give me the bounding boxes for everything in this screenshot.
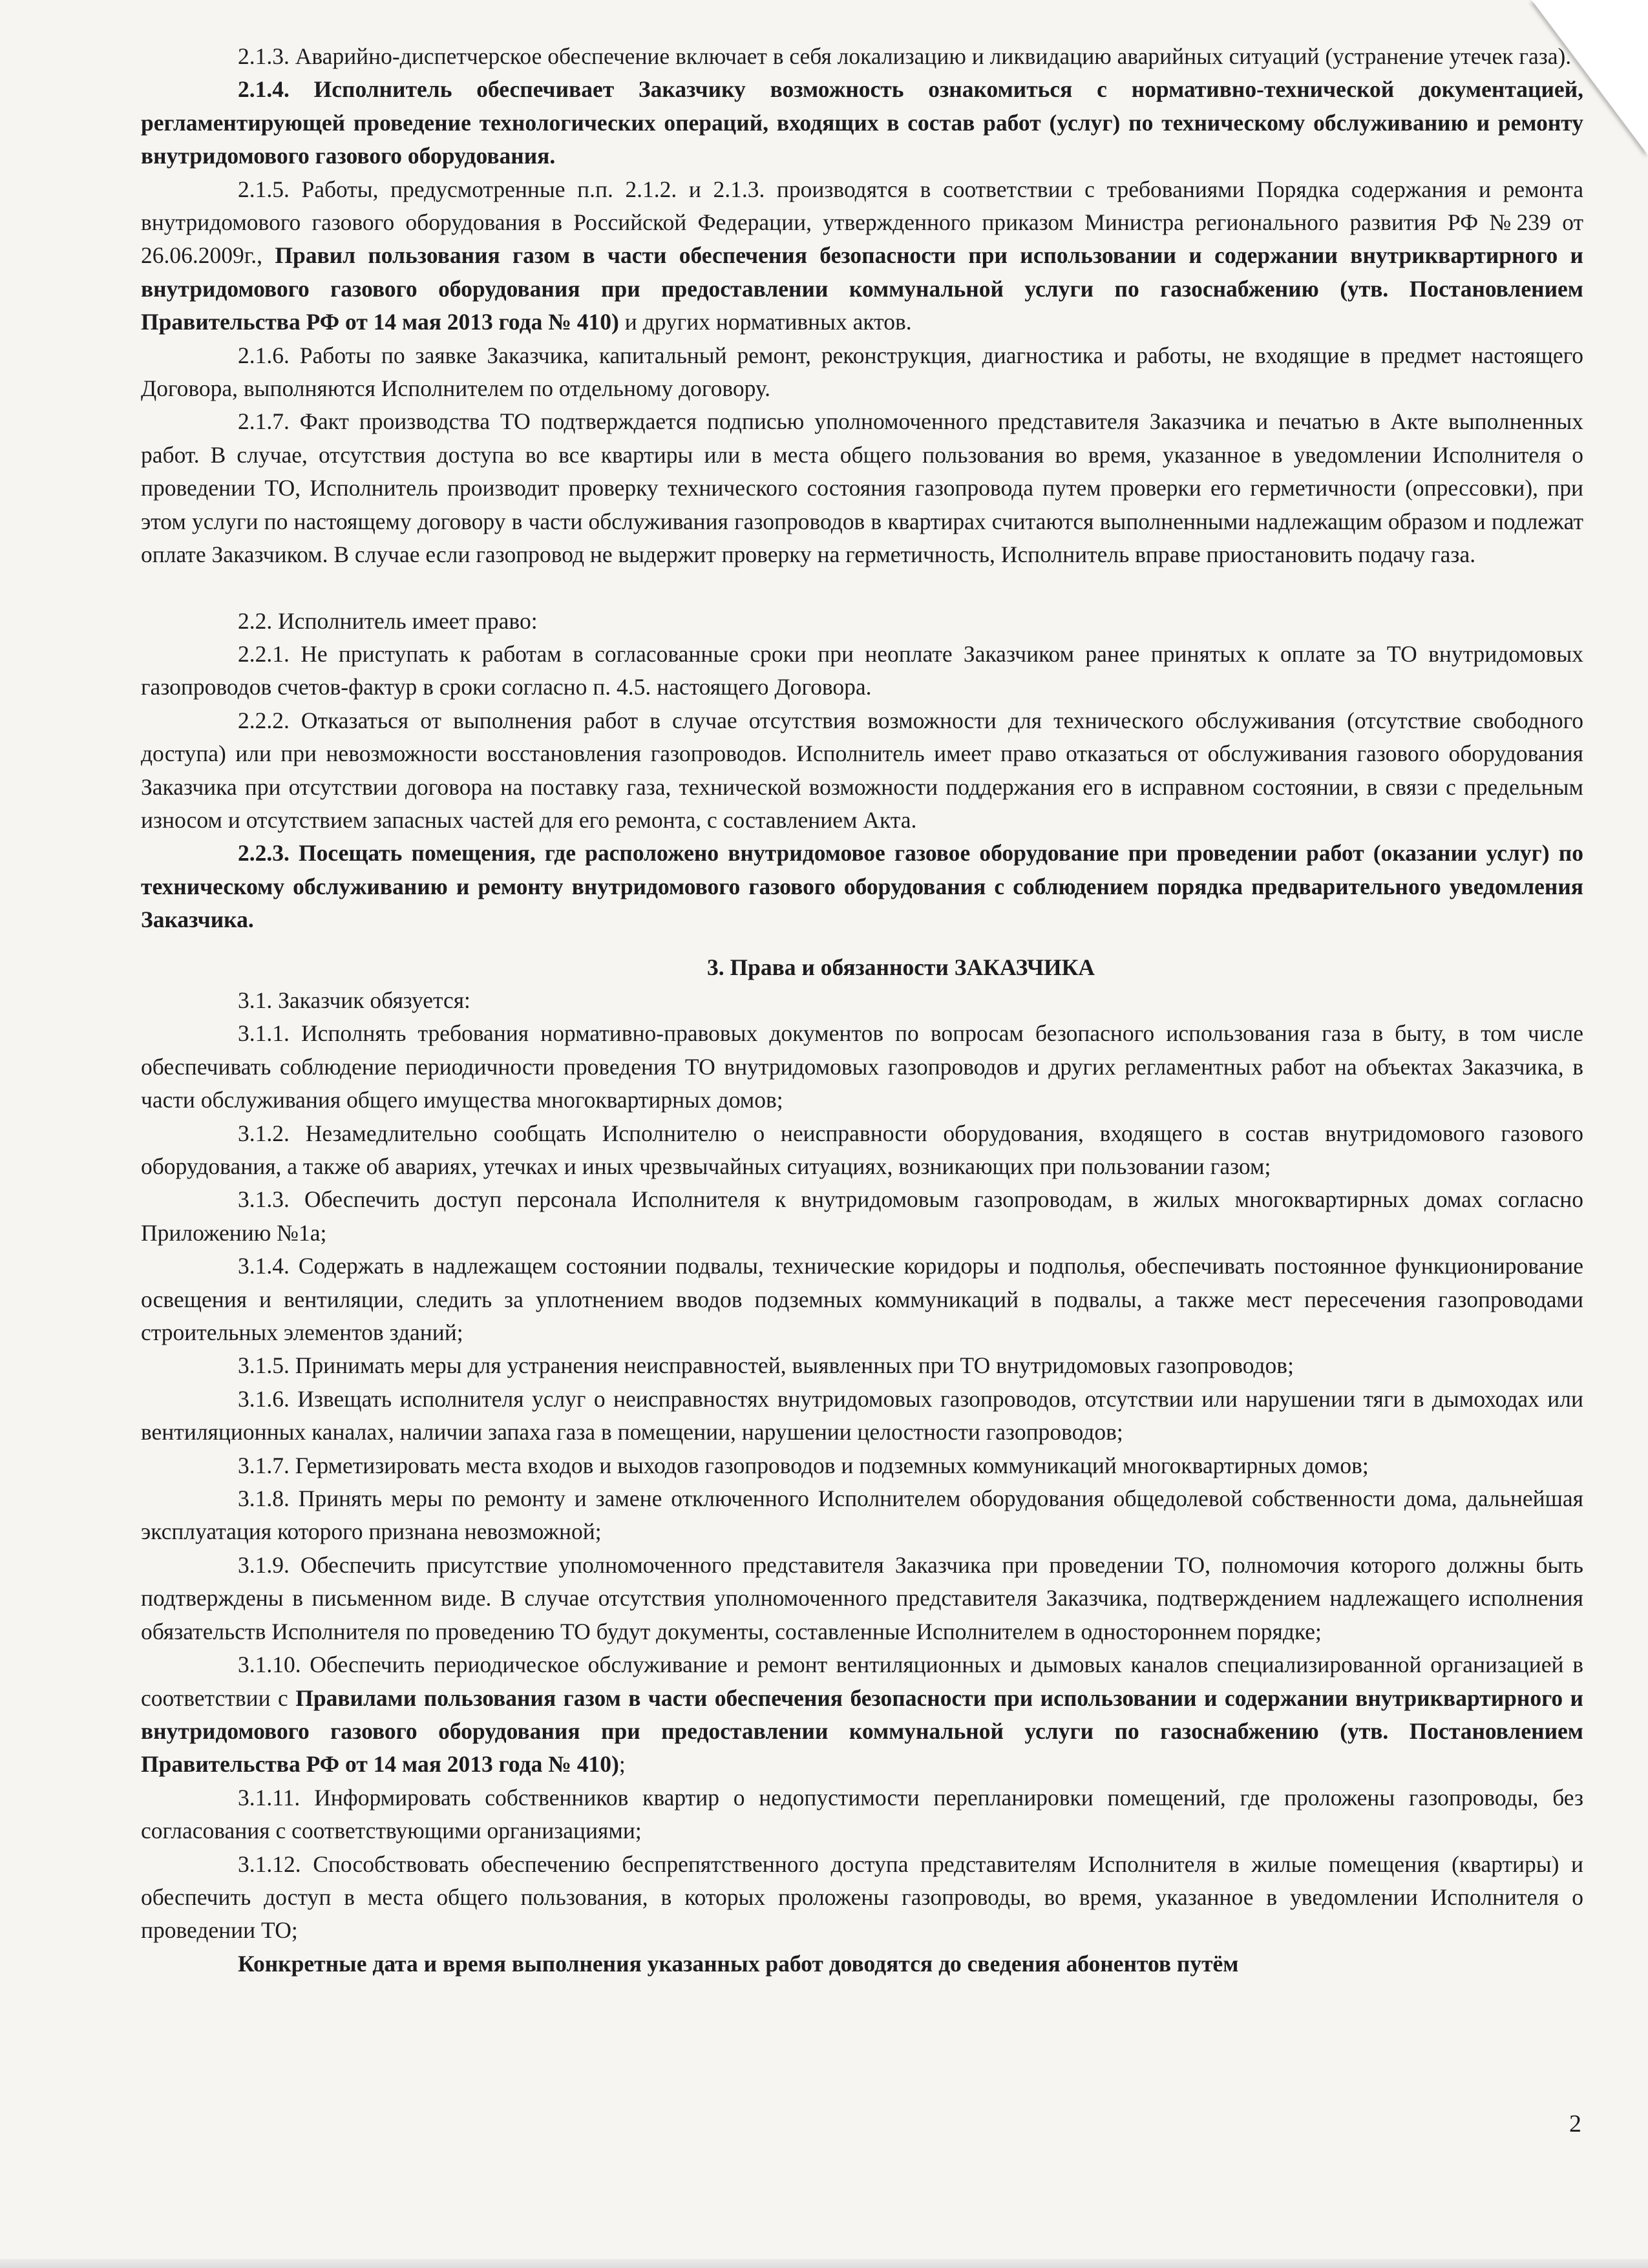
text-run: 3.1.10. Обеспечить периодическое обслуживание и ремонт вентиляционных и дымовых каналов специализированной организацией в соответствии с: [141, 1652, 1583, 1711]
text-run: и других нормативных актов.: [618, 309, 912, 335]
paragraph: [141, 40, 1583, 73]
paragraph: [141, 1948, 1583, 1980]
paragraph: [141, 339, 1583, 406]
paragraph: [141, 1781, 1583, 1848]
paragraph: [141, 605, 1583, 638]
paragraph: [141, 173, 1583, 339]
paragraph: [141, 638, 1583, 704]
text-run: 3.1.2. Незамедлительно сообщать Исполнителю о неисправности оборудования, входящего в состав внутридомового газового оборудования, а также об авариях, утечках и иных чрезвычайных ситуациях, возникающих при пользовании газом;: [141, 1120, 1583, 1179]
text-run: 3.1.5. Принимать меры для устранения неисправностей, выявленных при ТО внутридомовых газопроводов;: [238, 1352, 1294, 1379]
text-run: 3.1. Заказчик обязуется:: [238, 987, 470, 1013]
paragraph: [141, 1482, 1583, 1549]
paragraph: [141, 1549, 1583, 1648]
text-run: 2.1.5. Работы, предусмотренные п.п. 2.1.2. и 2.1.3. производятся в соответствии с требованиями Порядка содержания и ремонта внутридомового газового оборудования в Российской Федерации, утвержденного приказом Министра регионального развития РФ №239 от 26.06.2009г.,: [141, 176, 1583, 269]
bold-text: Правил пользования газом в части обеспечения безопасности при использовании и содержании внутриквартирного и внутридомового газового оборудования при предоставлении коммунальной услуги по газоснабжению (утв. Постановлением Правительства РФ от 14 мая 2013 года № 410): [141, 242, 1583, 335]
text-run: 3.1.12. Способствовать обеспечению беспрепятственного доступа представителям Исполнителя в жилые помещения (квартиры) и обеспечить доступ в места общего пользования, в которых проложены газопроводы, во время, указанное в уведомлении Исполнителя о проведении ТО;: [141, 1851, 1583, 1944]
paragraph: [141, 1250, 1583, 1349]
bold-text: Правилами пользования газом в части обеспечения безопасности при использовании и содержании внутриквартирного и внутридомового газового оборудования при предоставлении коммунальной услуги по газоснабжению (утв. Постановлением Правительства РФ от 14 мая 2013 года № 410): [141, 1685, 1583, 1778]
text-run: ;: [618, 1751, 626, 1778]
text-run: 3.1.3. Обеспечить доступ персонала Исполнителя к внутридомовым газопроводам, в жилых многоквартирных домах согласно Приложению №1а;: [141, 1186, 1583, 1246]
document-body: [141, 40, 1583, 1980]
paragraph: [141, 73, 1583, 173]
paragraph: [141, 1183, 1583, 1250]
bold-text: Конкретные дата и время выполнения указанных работ доводятся до сведения абонентов путём: [238, 1950, 1239, 1977]
text-run: 2.2. Исполнитель имеет право:: [238, 607, 538, 634]
text-run: 3.1.4. Содержать в надлежащем состоянии подвалы, технические коридоры и подполья, обеспечивать постоянное функционирование освещения и вентиляции, следить за уплотнением вводов подземных коммуникаций в подвалы, а также мест пересечения газопроводами строительных элементов зданий;: [141, 1253, 1583, 1346]
text-run: 3.1.7. Герметизировать места входов и выходов газопроводов и подземных коммуникаций многоквартирных домов;: [238, 1452, 1369, 1478]
bold-text: 3. Права и обязанности ЗАКАЗЧИКА: [706, 954, 1095, 980]
text-run: 2.1.7. Факт производства ТО подтверждается подписью уполномоченного представителя Заказчика и печатью в Акте выполненных работ. В случае, отсутствия доступа во все квартиры или в места общего пользования во время, указанное в уведомлении Исполнителя о проведении ТО, Исполнитель производит проверку технического состояния газопровода путем проверки его герметичности (опрессовки), при этом услуги по настоящему договору в части обслуживания газопроводов в квартирах считаются выполненными надлежащим образом и подлежат оплате Заказчиком. В случае если газопровод не выдержит проверку на герметичность, Исполнитель вправе приостановить подачу газа.: [141, 408, 1583, 568]
section-heading: [141, 951, 1583, 984]
paragraph: [141, 1017, 1583, 1117]
text-run: 3.1.1. Исполнять требования нормативно-правовых документов по вопросам безопасного использования газа в быту, в том числе обеспечивать соблюдение периодичности проведения ТО внутридомовых газопроводов и других регламентных работ на объектах Заказчика, в части обслуживания общего имущества многоквартирных домов;: [141, 1020, 1583, 1113]
text-run: 3.1.8. Принять меры по ремонту и замене отключенного Исполнителем оборудования общедолевой собственности дома, дальнейшая эксплуатация которого признана невозможной;: [141, 1486, 1583, 1545]
paragraph: [141, 1848, 1583, 1948]
bold-text: 2.1.4. Исполнитель обеспечивает Заказчику возможность ознакомиться с нормативно-технической документацией, регламентирующей проведение технологических операций, входящих в состав работ (услуг) по техническому обслуживанию и ремонту внутридомового газового оборудования.: [141, 76, 1583, 169]
text-run: 2.2.2. Отказаться от выполнения работ в случае отсутствия возможности для технического обслуживания (отсутствие свободного доступа) или при невозможности восстановления газопроводов. Исполнитель имеет право отказаться от обслуживания газового оборудования Заказчика при отсутствии договора на поставку газа, технической возможности поддержания его в исправном состоянии, в связи с предельным износом и отсутствием запасных частей для его ремонта, с составлением Акта.: [141, 707, 1583, 833]
text-run: 2.1.6. Работы по заявке Заказчика, капитальный ремонт, реконструкция, диагностика и работы, не входящие в предмет настоящего Договора, выполняются Исполнителем по отдельному договору.: [141, 342, 1583, 402]
paragraph: [141, 1648, 1583, 1781]
paragraph: [141, 1349, 1583, 1382]
paragraph: [141, 704, 1583, 837]
text-run: 3.1.9. Обеспечить присутствие уполномоченного представителя Заказчика при проведении ТО, полномочия которого должны быть подтверждены в письменном виде. В случае отсутствия уполномоченного представителя Заказчика, подтверждением надлежащего исполнения обязательств Исполнителя по проведению ТО будут документы, составленные Исполнителем в одностороннем порядке;: [141, 1551, 1583, 1644]
scan-edge: [0, 2259, 1648, 2268]
text-run: 2.2.1. Не приступать к работам в согласованные сроки при неоплате Заказчиком ранее принятых к оплате за ТО внутридомовых газопроводов счетов-фактур в сроки согласно п. 4.5. настоящего Договора.: [141, 640, 1583, 700]
paragraph: [141, 405, 1583, 571]
page-number: 2: [1569, 2110, 1581, 2137]
paragraph: [141, 1383, 1583, 1449]
bold-text: 2.2.3. Посещать помещения, где расположено внутридомовое газовое оборудование при проведении работ (оказании услуг) по техническому обслуживанию и ремонту внутридомового газового оборудования с соблюдением порядка предварительного уведомления Заказчика.: [141, 840, 1583, 933]
paragraph: [141, 1449, 1583, 1482]
paragraph: [141, 837, 1583, 936]
paragraph: [141, 984, 1583, 1017]
text-run: 3.1.11. Информировать собственников квартир о недопустимости перепланировки помещений, где проложены газопроводы, без согласования с соответствующими организациями;: [141, 1784, 1583, 1844]
text-run: 3.1.6. Извещать исполнителя услуг о неисправностях внутридомовых газопроводов, отсутствии или нарушении тяги в дымоходах или вентиляционных каналах, наличии запаха газа в помещении, нарушении целостности газопроводов;: [141, 1385, 1583, 1445]
text-run: 2.1.3. Аварийно-диспетчерское обеспечение включает в себя локализацию и ликвидацию аварийных ситуаций (устранение утечек газа).: [238, 43, 1572, 69]
paragraph: [141, 1117, 1583, 1184]
